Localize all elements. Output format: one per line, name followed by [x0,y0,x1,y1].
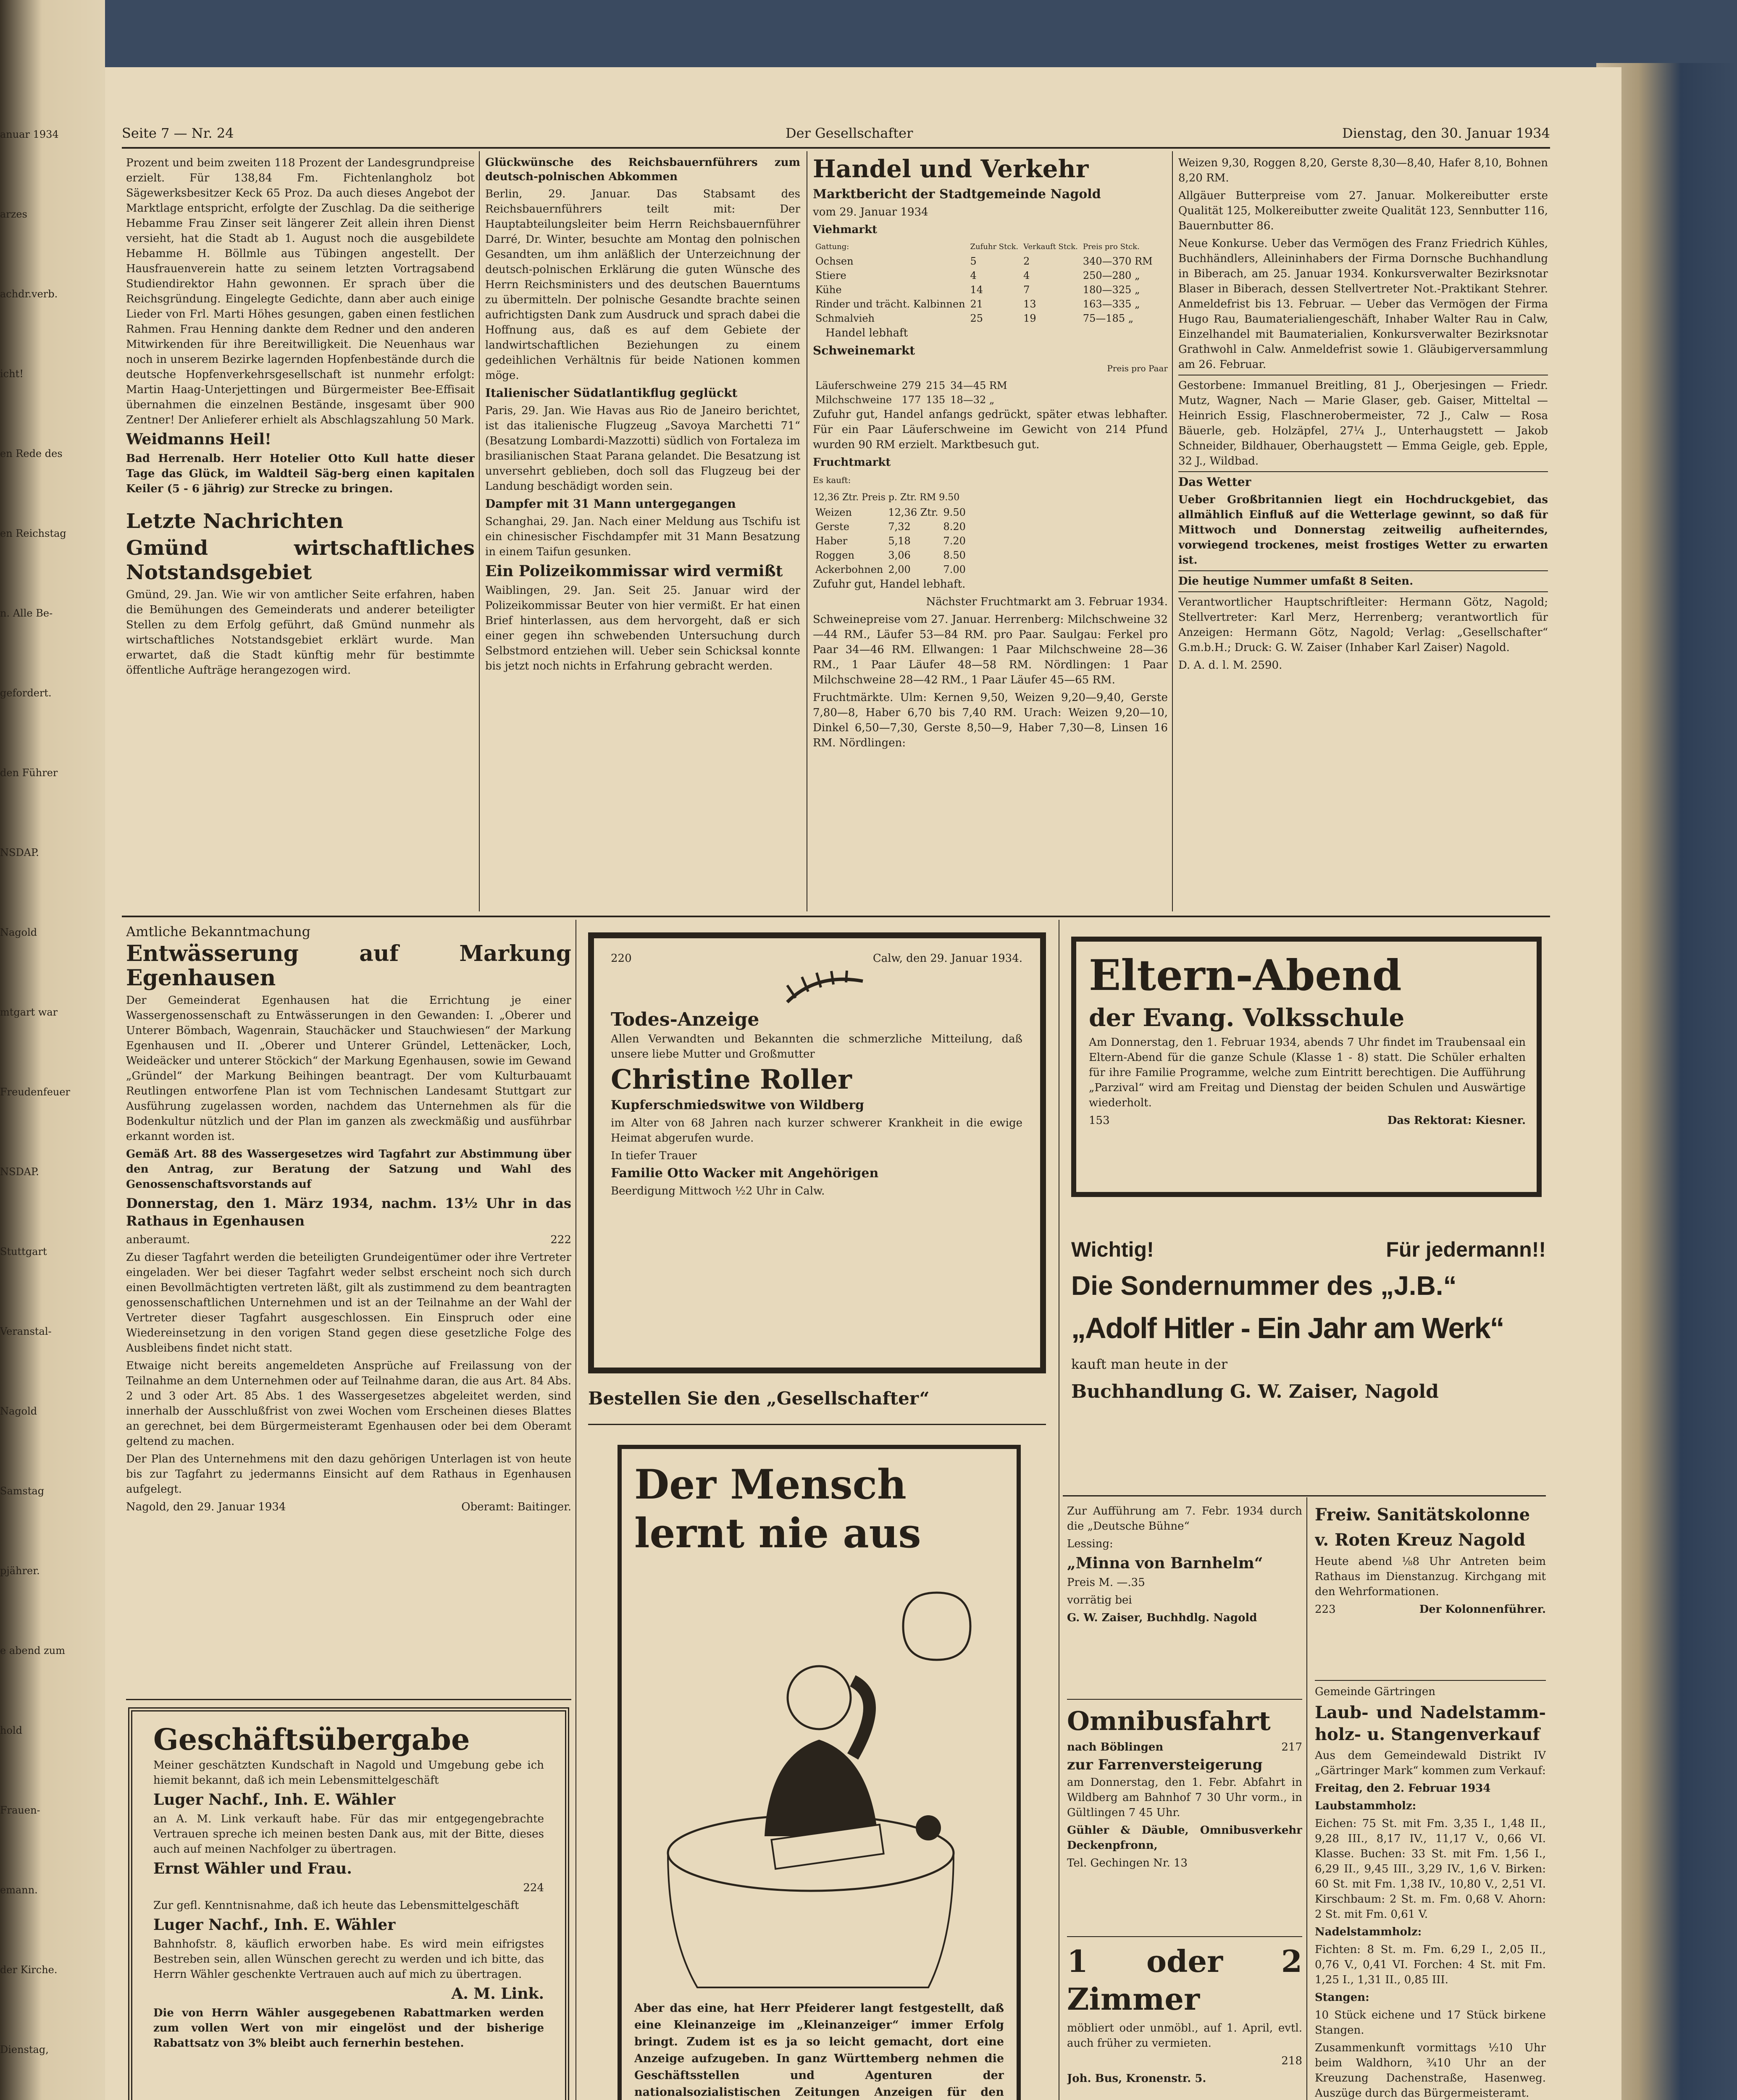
theater-title: „Minna von Barnhelm“ [1067,1554,1263,1572]
header-paper-name: Der Gesellschafter [786,125,913,141]
table-cell: 250—280 „ [1083,270,1140,281]
previous-page-line: emann. [0,1884,38,1896]
death-notice-title: Todes-Anzeige [611,1009,759,1030]
timber-sale-date: Freitag, den 2. Februar 1934 [1315,1782,1491,1795]
pig-market-text: Zufuhr gut, Handel anfangs gedrückt, später etwas lebhafter. Für ein Paar Läuferschweine im Gewicht von 214 Pfund wurden 90 RM erzielt. Marktbesuch gut. [813,408,1168,451]
pig-market-table [813,378,1010,407]
table-cell: Ochsen [815,255,854,267]
special-issue-kicker [1071,1235,1546,1264]
previous-page-line: en Rede des [0,448,63,459]
column-notices [1178,155,1548,911]
weather-heading: Das Wetter [1178,475,1251,489]
palm-branch-icon [787,979,863,1002]
promo-title-2: lernt nie aus [634,1509,921,1557]
weather-text: Ueber Großbritannien liegt ein Hochdruckgebiet, das allmählich Einfluß auf die Wetterlage gewinnt, so daß für Mittwoch und Donnerstag zeitweilig aufheiterndes, vorwiegend trockenes, meist frostiges Wetter zu erwarten ist. [1178,494,1548,567]
pig-prices-text: Schweinepreise vom 27. Januar. Herrenberg: Milchschweine 32—44 RM., Läufer 53—84 RM. pro Paar. Saulgau: Ferkel pro Paar 34—46 RM. Ellwangen: 1 Paar Milchschweine 28—36 RM., 1 Paar Läufer 48—58 RM. Nördlingen: 1 Paar Milchschweine 28—42 RM., 1 Paar Läufer 45—65 RM. [813,613,1168,686]
theater-text: Zur Aufführung am 7. Febr. 1934 durch die „Deutsche Bühne“ [1067,1505,1302,1533]
table-cell: Milchschweine [815,394,892,406]
table-cell: 34—45 RM [950,380,1007,391]
business-transfer-content [153,1724,544,2100]
table-cell: 13 [1023,298,1036,310]
death-notice-content [611,951,1022,1362]
grain-market-heading: Fruchtmarkt [813,456,891,469]
previous-page-line: Nagold [0,1405,37,1417]
timber-sale-title: Laub- und Nadelstamm-holz- u. Stangenverkauf [1315,1703,1546,1744]
softwood-heading: Nadelstammholz: [1315,1926,1422,1938]
bus-trip-sub [1067,1740,1302,1755]
table-cell: Weizen [815,507,852,518]
grain-market-next: Nächster Fruchtmarkt am 3. Februar 1934. [926,596,1168,608]
bus-trip-firm: Gühler & Däuble, Omnibusverkehr Deckenpfronn, [1067,1824,1302,1852]
red-cross-sign: Der Kolonnenführer. [1419,1603,1546,1616]
butter-prices: Allgäuer Butterpreise vom 27. Januar. Molkereibutter erste Qualität 125, Molkereibutter zweite Qualität 123, Sennbutter 116, Bauernbutter 86. [1178,189,1548,232]
cell: Verkauft Stck. [1023,242,1078,251]
death-notice-family: Familie Otto Wacker mit Angehörigen [611,1166,879,1181]
official-notice [126,924,571,1693]
glueck-text: Berlin, 29. Januar. Das Stabsamt des Reichsbauernführers teilt mit: Der Hauptabteilungsleiter beim Herrn Reichsbauernführer Darré, Dr. Winter, besuchte am Montag den polnischen Gesandten, um ihm anläßlich der Unterzeichnung der deutsch-polnischen Erklärung die guten Wünsche des Herrn Reichsministers und des deutschen Bauerntums zu übermitteln. Der polnische Gesandte brachte seinen aufrichtigsten Dank zum Ausdruck und sprach dabei die Hoffnung aus, daß es auf dem Gebiete der landwirtschaftlichen Beziehungen zu einem gedeihlichen Verhältnis für beide Nationen kommen möge. [485,188,800,382]
tablecloth [668,1853,954,1987]
bus-trip-destination: nach Böblingen [1067,1741,1164,1754]
business-transfer-firm2: Luger Nachf., Inh. E. Wähler [153,1916,396,1934]
deceased-name: Christine Roller [611,1064,852,1095]
business-transfer-sign2: A. M. Link. [451,1985,544,2003]
table-cell: 4 [1023,270,1030,281]
table-cell: 4 [970,270,977,281]
polizei-text: Waiblingen, 29. Jan. Seit 25. Januar wird der Polizeikommissar Beuter von hier vermißt. Er hat einen Brief hinterlassen, aus dem hervorgeht, daß er sich einer gegen ihn schwebenden Untersuchung durch Selbstmord entziehen will. Ueber sein Schicksal konnte bis jetzt noch nichts in Erfahrung gebracht werden. [485,584,800,672]
red-cross-footer [1315,1602,1546,1617]
parents-evening-title: Eltern-Abend [1089,950,1402,1000]
previous-page-line: achdr.verb. [0,288,58,300]
table-cell: 7.20 [943,535,966,547]
imprint: Verantwortlicher Hauptschriftleiter: Hermann Götz, Nagold; Stellvertreter: Karl Merz, Herrenberg; verantwortlich für Anzeigen: Hermann Götz, Nagold; Verlag: „Gesellschafter“ G.m.b.H.; Druck: G. W. Zaiser (Inhaber Karl Zaiser) Nagold. [1178,596,1548,654]
pages-note: Die heutige Nummer umfaßt 8 Seiten. [1178,575,1414,588]
table-cell: 7,32 [888,521,911,533]
polizei-heading: Ein Polizeikommissar wird vermißt [485,562,783,580]
table-cell: Ackerbohnen [815,564,883,575]
previous-page-line: n. Alle Be- [0,607,53,619]
table-row [813,520,968,534]
previous-page-line: Freudenfeuer [0,1086,71,1098]
bus-trip-ad [1067,1705,1302,1932]
parents-evening-text: Am Donnerstag, den 1. Februar 1934, abends 7 Uhr findet im Traubensaal ein Eltern-Abend für die ganze Schule (Klasse 1 - 8) statt. Die Schüler erhalten für ihre Familie Programme, welche zum Eintritt berechtigen. Die Aufführung „Parzival“ wird am Freitag und Dienstag der beiden Schulen und Auswärtige wiederholt. [1089,1036,1526,1109]
table-cell: Gerste [815,521,850,533]
room-ad [1067,1942,1302,2100]
business-transfer-p1: Meiner geschätzten Kundschaft in Nagold und Umgebung gebe ich hiemit bekannt, daß ich mein Lebensmittelgeschäft [153,1759,544,1787]
subscribe-rule [588,1424,1046,1425]
table-row [813,268,1155,283]
flug-heading: Italienischer Südatlantikflug geglückt [485,386,738,400]
poles-heading: Stangen: [1315,1991,1369,2004]
previous-page-line: Nagold [0,927,37,938]
cell: Gattung: [815,242,849,251]
death-notice-burial: Beerdigung Mittwoch ½2 Uhr in Calw. [611,1185,825,1197]
theater-shop: G. W. Zaiser, Buchhdlg. Nagold [1067,1612,1257,1624]
official-notice-signature [126,1499,571,1515]
softwood-list: Fichten: 8 St. m. Fm. 6,29 I., 2,05 II., 0,76 V., 0,41 VI. Forchen: 4 St. mit Fm. 1,25 I., 1,31 II., 0,85 III. [1315,1943,1546,1986]
business-transfer-p3: Zur gefl. Kenntnisnahme, daß ich heute das Lebensmittelgeschäft [153,1899,519,1912]
timber-sale-notice [1315,1684,1546,2100]
room-ad-title: 1 oder 2 Zimmer [1067,1943,1302,2017]
signature-place: Nagold, den 29. Januar 1934 [126,1501,286,1513]
top-section-bottom-rule [122,916,1550,917]
important-label: Wichtig! [1071,1238,1154,1261]
grain-market-table [813,490,968,577]
special-issue-line1: Die Sondernummer des „J.B.“ [1071,1270,1457,1301]
table-cell: 7.00 [943,564,966,575]
special-issue-line2: „Adolf Hitler - Ein Jahr am Werk“ [1071,1312,1504,1344]
theater-book-ad [1067,1504,1302,1697]
previous-page-line: pjährer. [0,1565,40,1577]
room-ad-text: möbliert oder unmöbl., auf 1. April, evtl. auch früher zu vermieten. [1067,2022,1302,2050]
death-notice-trauer: In tiefer Trauer [611,1150,697,1162]
gmuend-text: Gmünd, 29. Jan. Wie wir von amtlicher Seite erfahren, haben die Bemühungen des Gemeinderats und anderer beteiligter Stellen zu dem Erfolg geführt, daß Gmünd nunmehr als wirtschaftliches Notstandsgebiet erklärt wurde. Man erwartet, daß die Stadt künftig mehr für bestimmte öffentliche Aufträge herangezogen wird. [126,588,475,677]
cattle-market-rows [813,254,1155,326]
death-notice [588,932,1046,1373]
business-transfer-sign1: Ernst Wähler und Frau. [153,1860,352,1877]
official-notice-p4: Etwaige nicht bereits angemeldeten Ansprüche auf Freilassung von der Teilnahme an dem Unternehmen oder auf Teilnahme daran, die aus Art. 84 Abs. 2 und 3 oder Art. 85 Abs. 1 des Wassergesetzes abgeleitet werden, sind innerhalb der Ausschlußfrist von zwei Wochen vom Erscheinen dieses Blattes an gerechnet, bei dem Bürgermeisteramt Egenhausen oder bei dem Oberamt geltend zu machen. [126,1360,571,1448]
previous-page-line: e abend zum [0,1645,66,1656]
pig-market-heading: Schweinemarkt [813,344,915,357]
timber-sale-meeting: Zusammenkunft vormittags ½10 Uhr beim Waldhorn, ¾10 Uhr an der Kreuzung Dachenstraße, Hasenweg. Auszüge durch das Bürgermeisteramt. [1315,2042,1546,2100]
bus-trip-text: am Donnerstag, den 1. Febr. Abfahrt in Wildberg am Bahnhof 7 30 Uhr vorm., in Gültlingen 7 45 Uhr. [1067,1776,1302,1819]
cattle-market-heading: Viehmarkt [813,223,878,236]
ad-number: 217 [1281,1741,1302,1754]
table-cell: 163—335 „ [1083,298,1140,310]
hardwood-heading: Laubstammholz: [1315,1800,1416,1812]
promo-title-1: Der Mensch [634,1462,907,1508]
table-cell: 2 [1023,255,1030,267]
table-cell: 3,06 [888,549,911,561]
divider [1178,471,1548,472]
column-divider-3 [1172,151,1173,911]
dampfer-text: Schanghai, 29. Jan. Nach einer Meldung aus Tschifu ist ein chinesischer Fischdampfer mit 31 Mann Besatzung in einem Taifun gesunken. [485,515,800,558]
market-report-title: Marktbericht der Stadtgemeinde Nagold [813,187,1101,202]
classified-ad-content [634,1462,1004,2100]
header-page-number: Seite 7 — Nr. 24 [122,125,234,141]
table-cell: 180—325 „ [1083,284,1140,296]
red-cross-ad [1315,1504,1546,1701]
theater-stock: vorrätig bei [1067,1594,1132,1606]
death-notice-place: Calw, den 29. Januar 1934. [872,952,1022,965]
notice-bottom-rule [126,1699,571,1700]
parents-evening-content [1089,950,1526,1185]
parents-evening-ad [1071,937,1542,1197]
trade-heading: Handel und Verkehr [813,155,1089,183]
business-transfer-title: Geschäftsübergabe [153,1724,470,1757]
poles-list: 10 Stück eichene und 17 Stück birkene Stangen. [1315,2009,1546,2037]
man-reading-illustration [634,1559,1004,2000]
table-row [813,562,968,577]
table-cell: 19 [1023,312,1036,324]
weidmann-text: Bad Herrenalb. Herr Hotelier Otto Kull hatte dieser Tage das Glück, im Waldteil Säg-berg einen kapitalen Keiler (5 - 6 jährig) zur Strecke zu bringen. [126,452,475,495]
business-transfer-firm1: Luger Nachf., Inh. E. Wähler [153,1791,396,1809]
table-cell: 25 [970,312,983,324]
death-notice-header [611,951,1022,966]
official-notice-p3: Zu dieser Tagfahrt werden die beteiligten Grundeigentümer oder ihre Vertreter eingeladen. Wer bei dieser Tagfahrt weder selbst erscheint noch sich durch einen Bevollmächtigten vertreten läßt, gilt als zustimmend zu dem beantragten genossenschaftlichen Unternehmen und ist an der Teilnahme an der Wahl der Vertreter dieser Tagfahrt ausgeschlossen. Ein Einspruch oder eine Wiedereinsetzung in den vorigen Stand gegen diese gesetzliche Folge des Ausbleibens findet nicht statt. [126,1251,571,1354]
table-row [813,254,1155,268]
grain-markets-text: Fruchtmärkte. Ulm: Kernen 9,50, Weizen 9,20—9,40, Gerste 7,80—8, Haber 6,70 bis 7,40 RM. Urach: Weizen 9,20—10, Dinkel 6,50—7,30, Gerste 8,50—9, Haber 7,30—8, Linsen 16 RM. Nördlingen: [813,691,1168,749]
table-cell: 21 [970,298,983,310]
rectorate-sign: Das Rektorat: Kiesner. [1387,1114,1526,1127]
table-cell: 2,00 [888,564,911,575]
previous-page-line: NSDAP. [0,1166,39,1178]
red-cross-title1: Freiw. Sanitätskolonne [1315,1505,1530,1525]
table-row [813,311,1155,326]
business-transfer-p5: Die von Herrn Wähler ausgegebenen Rabattmarken werden zum vollen Wert von mir eingelöst und der bisherige Rabattsatz von 3% bleibt auch fernerhin bestehen. [153,2007,544,2050]
theater-author: Lessing: [1067,1538,1113,1550]
divider [1178,570,1548,571]
theater-price: Preis M. —.35 [1067,1576,1145,1589]
table-cell: 8.20 [943,521,966,533]
table-cell: Roggen [815,549,854,561]
previous-page-line: der Kirche. [0,1964,58,1976]
man-head [788,1666,851,1729]
grain-market-sub: Es kauft: [813,475,851,485]
table-cell: 215 [926,380,946,391]
red-cross-title2: v. Roten Kreuz Nagold [1315,1530,1526,1550]
table-cell: 18—32 „ [950,394,995,406]
local-news-text: Prozent und beim zweiten 118 Prozent der Landesgrundpreise erzielt. Für 138,84 Fm. Fichtenlangholz bot Sägewerksbesitzer Keck 65 Proz. Da auch dieses Angebot der Marktlage entspricht, erfolgte der Zuschlag. Da die seitherige Hebamme Frau Zinser seit längerer Zeit allein ihren Dienst versieht, hat die Stadt ab 1. August noch die ausgebildete Hebamme H. Böllmle aus Tübingen angestellt. Der Hausfrauenverein hatte zu seinem letzten Vortragsabend Studiendirektor Hahn gewonnen. Er sprach über die Reichsgründung. Eingelegte Gedichte, dann aber auch einige Lieder von Frl. Marti Höhes gesungen, gaben einen festlichen Rahmen. Frau Henning dankte dem Redner und den anderen Mitwirkenden für ihre Bereitwilligkeit. Die Neuenhaus war noch in unserem Bezirke lagernden Hopfenbestände durch die deutsche Hopfenverkehrsgesellschaft ist nunmehr erfolgt: Martin Haag-Unterjettingen und Bürgermeister Bee-Effisait übernahmen die einzelnen Bestände, insgesamt über 900 Zentner! Der Anlieferer erhielt als Abschlagszahlung 50 Mark. [126,157,475,426]
cell: Preis pro Stck. [1083,242,1140,251]
previous-page-line: Dienstag, [0,2044,49,2055]
grain-table-caption: 12,36 Ztr. Preis p. Ztr. RM 9.50 [813,492,960,503]
table-cell: 5 [970,255,977,267]
table-row [813,283,1155,297]
divider [1067,1699,1302,1700]
cattle-market-note: Handel lebhaft [825,327,908,339]
previous-page-text [0,126,97,2100]
pig-market-col-header: Preis pro Paar [1107,363,1168,373]
man-arm [853,1681,870,1756]
official-notice-date: Donnerstag, den 1. März 1934, nachm. 13½ Uhr in das Rathaus in Egenhausen [126,1195,571,1229]
parents-evening-footer [1089,1113,1526,1128]
dampfer-heading: Dampfer mit 31 Mann untergegangen [485,497,736,511]
classified-ad-promo [618,1445,1021,2100]
subscribe-banner [588,1386,1046,1420]
deaths: Gestorbene: Immanuel Breitling, 81 J., Oberjesingen — Friedr. Mutz, Wagner, Nach — Marie Glaser, geb. Gaiser, Mitteltal — Heinrich Essig, Flaschnerobermeister, 72 J., Calw — Rosa Bäuerle, geb. Holzäpfel, 27¼ J., Unterhaugstett — Jakob Schneider, Bildhauer, Oberhaugstett — Emma Geigle, geb. Epple, 32 J., Wildbad. [1178,379,1548,467]
death-notice-p1: Allen Verwandten und Bekannten die schmerzliche Mitteilung, daß unsere liebe Mutter und Großmutter [611,1033,1022,1060]
timber-sale-kicker: Gemeinde Gärtringen [1315,1685,1435,1698]
glueck-heading: Glückwünsche des Reichsbauernführers zum deutsch-polnischen Abkommen [485,156,800,183]
header-rule [122,147,1550,149]
special-issue-shop: Buchhandlung G. W. Zaiser, Nagold [1071,1381,1439,1402]
previous-page-line: en Reichstag [0,528,66,539]
table-cell: 340—370 RM [1083,255,1153,267]
ink-bottle [916,1815,941,1840]
header-date: Dienstag, den 30. Januar 1934 [1342,125,1550,141]
table-cell: 12,36 Ztr. [888,507,938,518]
for-everyone-label: Für jedermann!! [1386,1238,1546,1261]
ads-vertical-divider [1306,1497,1307,2100]
previous-page-line: Stuttgart [0,1246,47,1257]
death-notice-p2: im Alter von 68 Jahren nach kurzer schwerer Krankheit in die ewige Heimat abgerufen wurde. [611,1117,1022,1144]
table-cell: 8.50 [943,549,966,561]
bus-trip-phone: Tel. Gechingen Nr. 13 [1067,1857,1188,1869]
deceased-description: Kupferschmiedswitwe von Wildberg [611,1098,864,1113]
table-cell: 7 [1023,284,1030,296]
business-transfer-p4: Bahnhofstr. 8, käuflich erworben habe. Es wird mein eifrigstes Bestreben sein, allen Wünschen gerecht zu werden und ich bitte, das Herrn Wähler geschenkte Vertrauen auch auf mich zu übertragen. [153,1938,544,1981]
table-cell: Kühe [815,284,842,296]
bankruptcies: Neue Konkurse. Ueber das Vermögen des Franz Friedrich Kühles, Buchhändlers, Alleininhabers der Firma Dornsche Buchhandlung in Biberach, am 25. Januar 1934. Konkursverwalter Bezirksnotar Blaser in Biberach, dessen Stellvertreter Not.-Praktikant Stehrer. Anmeldefrist bis 13. Februar. — Ueber das Vermögen der Firma Hugo Rau, Baumaterialiengeschäft, Inhaber Walter Rau in Calw, Einzelhandel mit Baumaterialien, Konkursverwalter Bezirksnotar Grathwohl in Calw. Anmeldefrist sowie 1. Gläubigerversammlung am 26. Februar. [1178,237,1548,371]
business-transfer-ad [128,1707,569,2100]
previous-page-line: Frauen- [0,1804,40,1816]
anberaumt: anberaumt. [126,1234,190,1246]
promo-p1: Aber das eine, hat Herr Pfeiderer langt festgestellt, daß eine Kleinanzeige im „Kleinanzeiger“ immer Erfolg bringt. Zudem ist es ja so leicht gemacht, dort eine Anzeige aufzugeben. In ganz Württemberg nehmen die Geschäftsstellen und Agenturen der nationalsozialistischen Zeitungen Anzeigen für den [634,2002,1004,2099]
gmuend-heading: Gmünd wirtschaftliches Notstandsgebiet [126,536,475,584]
table-cell: Schmalvieh [815,312,875,324]
table-cell: 14 [970,284,983,296]
table-cell: Läuferschweine [815,380,897,391]
previous-page-line: anuar 1934 [0,129,59,140]
official-notice-p1: Der Gemeinderat Egenhausen hat die Errichtung je einer Wassergenossenschaft zu Entwässerungen in den Gewanden: I. „Oberer und Unterer Bömbach, Wagenrain, Stauchäcker und Stauchwiesen“ der Markung Egenhausen und II. „Oberer und Unterer Gründel, Lettenäcker, Loch, Weideäcker und unterer Stöckich“ der Markung Egenhausen, sowie im Gewand „Gründel“ der Markung Beihingen beantragt. Der vom Kulturbauamt Reutlingen entworfene Plan ist vom Technischen Landesamt Stuttgart zur Ausführung zugelassen worden, nachdem das Unternehmen als für die Bodenkultur nützlich und der Plan im ganzen als zweckmäßig und ausführbar erkannt worden ist. [126,994,571,1143]
subscribe-banner-text: Bestellen Sie den „Gesellschafter“ [588,1388,930,1409]
signature-office: Oberamt: Baitinger. [461,1501,571,1513]
table-row [813,297,1155,311]
column-trade [813,153,1168,911]
circulation: D. A. d. l. M. 2590. [1178,659,1282,672]
bus-trip-sub2: zur Farrenversteigerung [1067,1756,1263,1773]
column-local-news [126,155,475,911]
parents-evening-sub: der Evang. Volksschule [1089,1003,1405,1032]
official-notice-p2: Gemäß Art. 88 des Wassergesetzes wird Tagfahrt zur Abstimmung über den Antrag, zur Beratung der Satzung und Wahl des Genossenschaftsvorstands auf [126,1148,571,1191]
red-cross-text: Heute abend ⅛8 Uhr Antreten beim Rathaus im Dienstanzug. Kirchgang mit den Wehrformationen. [1315,1555,1546,1598]
timber-sale-intro: Aus dem Gemeindewald Distrikt IV „Gärtringer Mark“ kommen zum Verkauf: [1315,1749,1546,1777]
table-row [813,505,968,520]
cell: Zufuhr Stck. [970,242,1019,251]
latest-news-heading: Letzte Nachrichten [126,509,344,533]
table-row [813,378,1010,393]
previous-page-line: icht! [0,368,24,380]
ad-number: 153 [1089,1114,1110,1127]
previous-page-line: Veranstal- [0,1326,52,1337]
divider [1178,591,1548,592]
previous-page-line: NSDAP. [0,847,39,858]
cattle-market-table [813,240,1155,326]
divider [1315,1680,1546,1681]
table-cell: 135 [926,394,946,406]
grain-prices-continued: Weizen 9,30, Roggen 8,20, Gerste 8,30—8,40, Hafer 8,10, Bohnen 8,20 RM. [1178,157,1548,184]
death-notice-number: 220 [611,952,632,965]
special-issue-buy: kauft man heute in der [1071,1356,1228,1372]
previous-page-line: mtgart war [0,1006,58,1018]
table-cell: Rinder und trächt. Kalbinnen [815,298,965,310]
table-cell: 177 [901,394,921,406]
notice-number: 222 [550,1234,571,1246]
table-row [813,534,968,548]
bus-trip-title: Omnibusfahrt [1067,1706,1271,1736]
column-divider-1 [479,151,480,911]
official-notice-anberaumt [126,1232,571,1247]
special-issue-ad [1071,1235,1546,1470]
bottom-divider-1 [575,920,576,2100]
weidmann-heading: Weidmanns Heil! [126,430,271,448]
column-politics [485,155,800,911]
previous-page-line: den Führer [0,767,58,779]
palm-branch-icon [611,969,1022,1011]
official-notice-title: Entwässerung auf Markung Egenhausen [126,941,571,991]
previous-page-line: Samstag [0,1485,45,1497]
divider [1067,1936,1302,1937]
table-cell: Haber [815,535,848,547]
previous-page-line: arzes [0,208,27,220]
table-cell: 9.50 [943,507,966,518]
official-notice-p5: Der Plan des Unternehmens mit den dazu gehörigen Unterlagen ist von heute bis zur Tagfahrt zu jedermanns Einsicht auf dem Rathaus in Egenhausen aufgelegt. [126,1453,571,1496]
business-transfer-p2: an A. M. Link verkauft habe. Für das mir entgegengebrachte Vertrauen spreche ich meinen besten Dank aus, mit der Bitte, dieses auch auf meinen Nachfolger zu übertragen. [153,1813,544,1856]
official-notice-kicker: Amtliche Bekanntmachung [126,924,311,940]
table-row [813,548,968,562]
grain-market-note: Zufuhr gut, Handel lebhaft. [813,578,966,591]
table-cell: 279 [901,380,921,391]
ads-divider [1063,1495,1546,1496]
previous-page-line: gefordert. [0,687,52,699]
hardwood-list: Eichen: 75 St. mit Fm. 3,35 I., 1,48 II., 9,28 III., 8,17 IV., 11,17 V., 0,66 VI. Klasse. Buchen: 33 St. mit Fm. 1,56 I., 6,29 II., 9,45 III., 3,29 IV., 1,6 V. Birken: 60 St. mit Fm. 1,38 IV., 10,80 V., 2,51 VI. Kirschbaum: 2 St. m. Fm. 0,68 V. Ahorn: 2 St. mit Fm. 0,61 V. [1315,1817,1546,1921]
scan-background-top [0,0,1737,67]
ad-number: 223 [1315,1603,1336,1616]
flug-text: Paris, 29. Jan. Wie Havas aus Rio de Janeiro berichtet, ist das italienische Flugzeug „Savoya Marchetti 71“ (Besatzung Lombardi-Mazzotti) südlich von Fortaleza im brasilianischen Staat Parana gelandet. Die Besatzung ist unversehrt geblieben, doch soll das Flugzeug bei der Landung beschädigt worden sein. [485,404,800,493]
table-row [813,393,1010,407]
table-cell: Stiere [815,270,846,281]
page-header [122,124,1550,145]
previous-page-line: hold [0,1725,22,1736]
thought-loop [903,1593,970,1660]
room-ad-address: Joh. Bus, Kronenstr. 5. [1067,2072,1206,2085]
business-transfer-num: 224 [523,1882,544,1894]
table-cell: 75—185 „ [1083,312,1134,324]
table-cell: 5,18 [888,535,911,547]
previous-page-lines [0,126,97,2100]
market-report-date: vom 29. Januar 1934 [813,206,928,218]
cattle-market-header [813,240,1155,254]
room-ad-number: 218 [1281,2055,1302,2067]
